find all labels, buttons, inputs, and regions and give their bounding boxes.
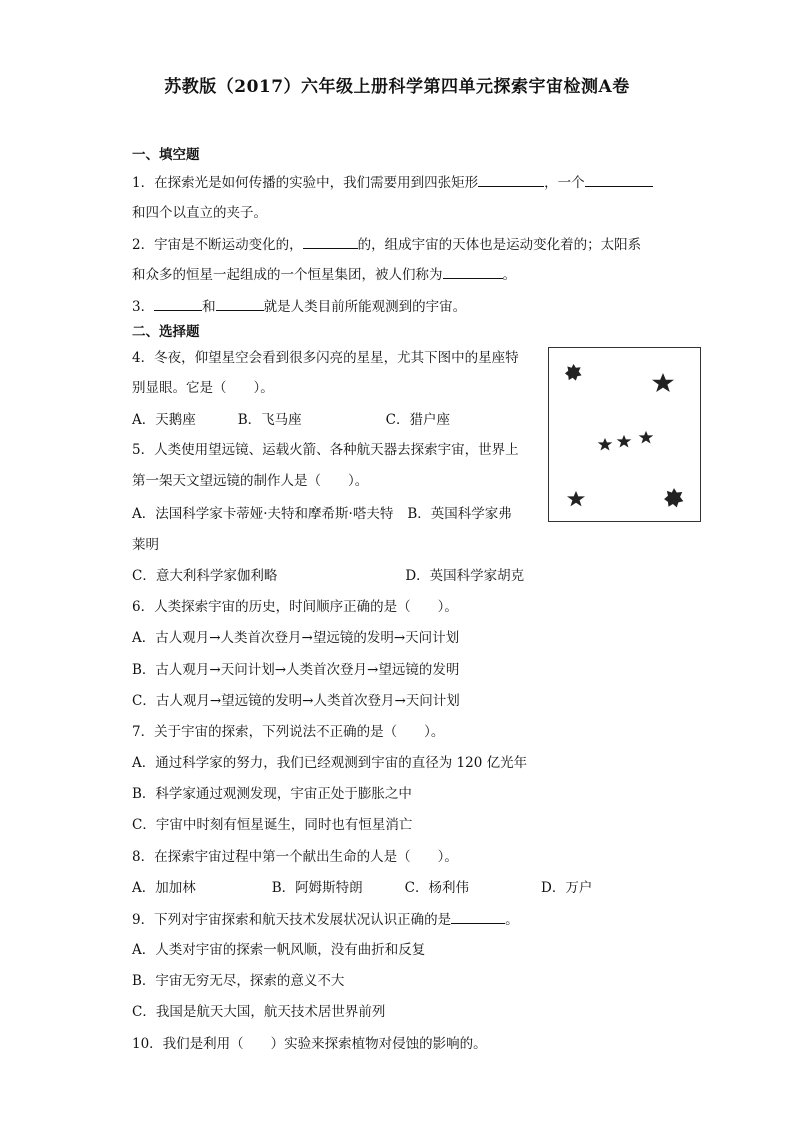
question-9 xyxy=(132,909,519,930)
q7-option-a[interactable]: A．通过科学家的努力，我们已经观测到宇宙的直径为 120 亿光年 xyxy=(132,755,528,771)
q9-text-a: 9．下列对宇宙探索和航天技术发展状况认识正确的是 xyxy=(132,912,452,928)
question-4-line-2: 别显眼。它是（ ）。 xyxy=(132,380,274,396)
q2-text-a: 2．宇宙是不断运动变化的， xyxy=(132,237,303,253)
q3-text-c: 就是人类目前所能观测到的宇宙。 xyxy=(263,299,467,315)
q9-option-c[interactable]: C．我国是航天大国，航天技术居世界前列 xyxy=(132,1004,386,1020)
question-4-line-1: 4．冬夜，仰望星空会看到很多闪亮的星星，尤其下图中的星座特 xyxy=(132,350,519,366)
star-icon xyxy=(663,487,685,509)
constellation-figure xyxy=(548,347,701,522)
q5-option-a[interactable]: A．法国科学家卡蒂娅·夫特和摩希斯·嗒夫特 xyxy=(132,506,394,522)
star-icon xyxy=(597,437,613,452)
question-5-line-1: 5．人类使用望远镜、运载火箭、各种航天器去探索宇宙，世界上 xyxy=(132,442,519,458)
star-icon xyxy=(616,434,632,449)
question-7: 7．关于宇宙的探索，下列说法不正确的是（ ）。 xyxy=(132,724,445,740)
star-icon xyxy=(566,490,586,508)
q9-text-b: 。 xyxy=(505,912,519,928)
q5-option-c[interactable]: C．意大利科学家伽利略 xyxy=(132,568,278,584)
q4-option-b[interactable]: B．飞马座 xyxy=(237,412,302,428)
q1-text-b: ，一个 xyxy=(544,175,585,191)
question-3 xyxy=(132,296,466,317)
q3-blank-1[interactable] xyxy=(154,296,202,311)
q6-option-a[interactable]: A．古人观月→人类首次登月→望远镜的发明→天问计划 xyxy=(132,630,460,646)
question-1-line-1 xyxy=(132,172,653,193)
q1-blank-2[interactable] xyxy=(585,172,653,187)
q5-option-b-continued: 莱明 xyxy=(132,537,159,553)
question-5-line-2: 第一架天文望远镜的制作人是（ ）。 xyxy=(132,473,369,489)
section-fill-blank-heading: 一、填空题 xyxy=(132,147,200,163)
q2-text-c: 和众多的恒星一起组成的一个恒星集团，被人们称为 xyxy=(132,267,443,283)
q6-option-c[interactable]: C．古人观月→望远镜的发明→人类首次登月→天问计划 xyxy=(132,693,460,709)
q4-option-c[interactable]: C．猎户座 xyxy=(385,412,451,428)
q8-option-d[interactable]: D．万户 xyxy=(541,880,593,896)
question-2-line-2 xyxy=(132,264,516,285)
q1-text-a: 1．在探索光是如何传播的实验中，我们需要用到四张矩形 xyxy=(132,175,479,191)
q7-option-b[interactable]: B．科学家通过观测发现，宇宙正处于膨胀之中 xyxy=(132,786,412,802)
question-5-options-line-1 xyxy=(132,504,512,524)
q2-text-b: 的，组成宇宙的天体也是运动变化着的；太阳系 xyxy=(357,237,642,253)
question-8: 8．在探索宇宙过程中第一个献出生命的人是（ ）。 xyxy=(132,849,458,865)
q8-option-b[interactable]: B．阿姆斯特朗 xyxy=(271,880,363,896)
question-4-options xyxy=(132,410,450,430)
section-choice-heading: 二、选择题 xyxy=(132,324,200,340)
q6-option-b[interactable]: B．古人观月→天问计划→人类首次登月→望远镜的发明 xyxy=(132,662,460,678)
question-6: 6．人类探索宇宙的历史，时间顺序正确的是（ ）。 xyxy=(132,599,458,615)
q2-blank-2[interactable] xyxy=(443,264,503,279)
question-8-options xyxy=(132,878,592,898)
q9-blank[interactable] xyxy=(451,909,505,924)
q7-option-c[interactable]: C．宇宙中时刻有恒星诞生，同时也有恒星消亡 xyxy=(132,817,413,833)
q1-blank-1[interactable] xyxy=(478,172,544,187)
q5-option-b[interactable]: B．英国科学家弗 xyxy=(407,506,512,522)
question-10: 10．我们是利用（ ）实验来探索植物对侵蚀的影响的。 xyxy=(132,1036,487,1052)
star-icon xyxy=(650,372,676,394)
q9-option-b[interactable]: B．宇宙无穷无尽，探索的意义不大 xyxy=(132,973,345,989)
question-5-options-line-2 xyxy=(132,566,524,586)
q3-blank-2[interactable] xyxy=(216,296,264,311)
q2-blank-1[interactable] xyxy=(303,234,358,249)
q2-text-d: 。 xyxy=(502,267,516,283)
star-icon xyxy=(638,430,654,445)
star-icon xyxy=(564,363,583,382)
q3-text-b: 和 xyxy=(202,299,216,315)
q5-option-d[interactable]: D．英国科学家胡克 xyxy=(405,568,525,584)
question-2-line-1 xyxy=(132,234,641,255)
q3-text-a: 3． xyxy=(132,299,155,315)
q8-option-a[interactable]: A．加加林 xyxy=(132,880,196,896)
page-title: 苏教版（2017）六年级上册科学第四单元探索宇宙检测A卷 xyxy=(164,77,630,97)
q8-option-c[interactable]: C．杨利伟 xyxy=(404,880,470,896)
q4-option-a[interactable]: A．天鹅座 xyxy=(132,412,196,428)
question-1-line-2: 和四个以直立的夹子。 xyxy=(132,205,267,221)
q9-option-a[interactable]: A．人类对宇宙的探索一帆风顺，没有曲折和反复 xyxy=(132,942,426,958)
